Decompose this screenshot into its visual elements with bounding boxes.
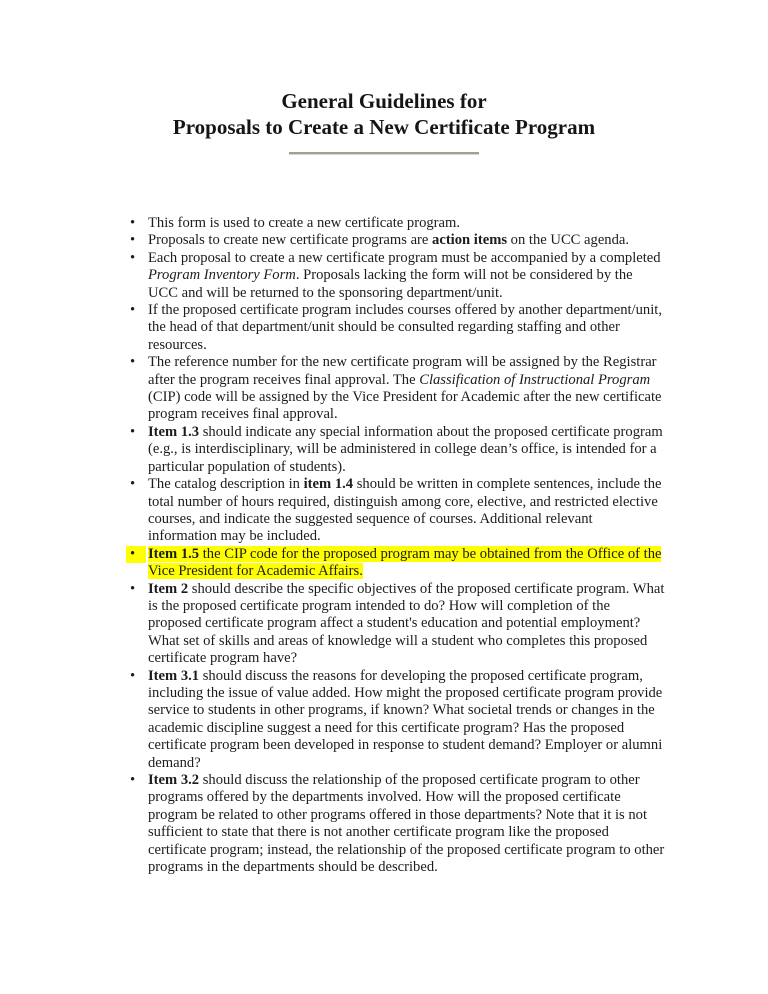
list-item-text: If the proposed certificate program includes courses offered by another department/unit, the head of that department/unit should be consulted regarding staffing and other resources. — [148, 302, 662, 353]
bullet-icon: • — [130, 232, 136, 249]
list-item — [128, 476, 665, 546]
list-item — [128, 250, 665, 302]
bullet-icon: • — [130, 302, 136, 319]
guidelines-list — [128, 215, 665, 876]
bullet-icon: • — [130, 667, 136, 684]
list-item-text: Each proposal to create a new certificate program must be accompanied by a completed Program Inventory Form. Proposals lacking the form will not be considered by the UCC and will be returned to the sponsoring department/unit. — [148, 249, 661, 301]
list-item-text: Item 1.5 the CIP code for the proposed program may be obtained from the Office of the Vice President for Academic Affairs. — [148, 545, 662, 580]
list-item — [128, 424, 665, 476]
page-title — [0, 0, 768, 140]
bullet-icon: • — [130, 580, 136, 597]
list-item — [128, 772, 665, 876]
bullet-icon: • — [130, 215, 136, 231]
bullet-icon: • — [130, 772, 136, 788]
list-item-text: Item 3.1 should discuss the reasons for developing the proposed certificate program, including the issue of value added. How might the proposed certificate program provide service to students in other programs, if known? What societal trends or changes in the academic discipline suggest a need for this certificate program? Has the proposed certificate program been developed in response to student demand? Employer or alumni demand? — [148, 667, 663, 771]
list-item-text: Proposals to create new certificate programs are action items on the UCC agenda. — [148, 232, 630, 249]
bullet-icon: • — [130, 423, 136, 440]
list-item — [128, 302, 665, 354]
page-title-line-1: General Guidelines for — [281, 89, 487, 113]
list-item-highlighted — [128, 546, 665, 581]
bullet-icon: • — [126, 546, 146, 563]
list-item — [128, 215, 665, 232]
list-item — [128, 232, 665, 249]
list-item-text: Item 1.3 should indicate any special information about the proposed certificate program (e.g., is interdisciplinary, will be administered in college dean’s office, is intended for a particular population of students). — [148, 423, 663, 475]
list-item — [128, 581, 665, 668]
list-item-text: The reference number for the new certificate program will be assigned by the Registrar after the program receives final approval. The Classification of Instructional Program (CIP) code will be assigned by the Vice President for Academic after the new certificate program receives final approval. — [148, 354, 662, 423]
list-item — [128, 354, 665, 424]
list-item-text: Item 3.2 should discuss the relationship of the proposed certificate program to other programs offered by the departments involved. How will the proposed certificate program be related to other programs offered in those departments? Note that it is not sufficient to state that there is not another certificate program like the proposed certificate program; instead, the relationship of the proposed certificate program to other programs in the departments should be described. — [148, 772, 665, 876]
bullet-icon: • — [130, 249, 136, 266]
list-item-text: Item 2 should describe the specific objectives of the proposed certificate program. What is the proposed certificate program intended to do? How will completion of the proposed certificate program affect a student's education and potential employment? What set of skills and areas of knowledge will a student who completes this proposed certificate program have? — [148, 580, 665, 667]
bullet-icon: • — [130, 476, 136, 493]
bullet-icon: • — [130, 354, 136, 371]
title-divider-line — [289, 152, 479, 155]
list-item — [128, 668, 665, 772]
page-title-line-2: Proposals to Create a New Certificate Program — [172, 114, 596, 139]
list-item-text: This form is used to create a new certificate program. — [148, 215, 461, 231]
list-item-text: The catalog description in item 1.4 should be written in complete sentences, include the total number of hours required, distinguish among core, elective, and restricted elective courses, and indicate the suggested sequence of courses. Additional relevant information may be included. — [148, 476, 662, 545]
